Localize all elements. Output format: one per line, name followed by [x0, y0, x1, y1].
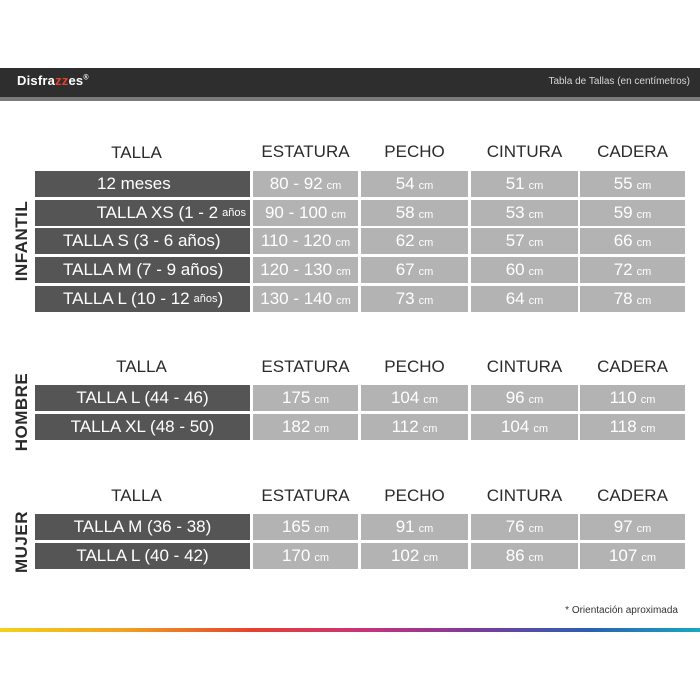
size-cell: TALLA S (3 - 6 años) — [35, 228, 250, 254]
table-row — [0, 200, 700, 226]
column-header-cintura: CINTURA — [486, 486, 563, 505]
cintura-cell: 53 cm — [471, 200, 578, 226]
size-cell: TALLA XL (48 - 50) — [35, 414, 250, 440]
cadera-cell: 55 cm — [580, 171, 685, 197]
footnote: * Orientación aproximada — [565, 605, 678, 616]
page-title: Tabla de Tallas (en centímetros) — [548, 76, 690, 87]
pecho-cell: 102 cm — [361, 543, 468, 569]
column-header-talla: TALLA — [111, 143, 162, 162]
cadera-cell: 97 cm — [580, 514, 685, 540]
estatura-cell: 80 - 92 cm — [253, 171, 358, 197]
logo-text-start: Disfra — [17, 73, 56, 88]
table-row — [0, 286, 700, 312]
cadera-cell: 118 cm — [580, 414, 685, 440]
size-cell: TALLA XS (1 - 2 años — [35, 200, 250, 226]
table-row — [0, 257, 700, 283]
column-header-cadera: CADERA — [597, 486, 668, 505]
column-header-estatura: ESTATURA — [261, 142, 350, 161]
estatura-cell: 182 cm — [253, 414, 358, 440]
cintura-cell: 51 cm — [471, 171, 578, 197]
pecho-cell: 73 cm — [361, 286, 468, 312]
column-header-talla: TALLA — [111, 486, 162, 505]
pecho-cell: 62 cm — [361, 228, 468, 254]
table-row — [0, 171, 700, 197]
pecho-cell: 104 cm — [361, 385, 468, 411]
cadera-cell: 59 cm — [580, 200, 685, 226]
column-header-pecho: PECHO — [384, 486, 445, 505]
cintura-cell: 64 cm — [471, 286, 578, 312]
logo-registered-mark: ® — [83, 74, 89, 82]
pecho-cell: 91 cm — [361, 514, 468, 540]
header-bar — [0, 68, 700, 97]
brand-logo — [17, 73, 89, 88]
rainbow-divider — [0, 628, 700, 632]
cintura-cell: 57 cm — [471, 228, 578, 254]
size-cell: TALLA L (10 - 12 años ) — [35, 286, 250, 312]
column-header-estatura: ESTATURA — [261, 486, 350, 505]
estatura-cell: 110 - 120 cm — [253, 228, 358, 254]
cintura-cell: 76 cm — [471, 514, 578, 540]
size-cell: 12 meses — [35, 171, 250, 197]
cadera-cell: 110 cm — [580, 385, 685, 411]
cintura-cell: 96 cm — [471, 385, 578, 411]
estatura-cell: 90 - 100 cm — [253, 200, 358, 226]
table-row — [0, 514, 700, 540]
table-row — [0, 414, 700, 440]
cadera-cell: 78 cm — [580, 286, 685, 312]
pecho-cell: 54 cm — [361, 171, 468, 197]
column-header-estatura: ESTATURA — [261, 357, 350, 376]
size-cell: TALLA L (44 - 46) — [35, 385, 250, 411]
column-header-cintura: CINTURA — [486, 357, 563, 376]
cadera-cell: 107 cm — [580, 543, 685, 569]
table-row — [0, 543, 700, 569]
estatura-cell: 130 - 140 cm — [253, 286, 358, 312]
column-header-cintura: CINTURA — [486, 142, 563, 161]
header-divider — [0, 97, 700, 101]
column-header-pecho: PECHO — [384, 142, 445, 161]
table-row — [0, 228, 700, 254]
pecho-cell: 112 cm — [361, 414, 468, 440]
column-header-cadera: CADERA — [597, 357, 668, 376]
estatura-cell: 165 cm — [253, 514, 358, 540]
estatura-cell: 170 cm — [253, 543, 358, 569]
pecho-cell: 67 cm — [361, 257, 468, 283]
table-row — [0, 385, 700, 411]
pecho-cell: 58 cm — [361, 200, 468, 226]
cadera-cell: 66 cm — [580, 228, 685, 254]
cintura-cell: 86 cm — [471, 543, 578, 569]
logo-text-end: es — [68, 73, 84, 88]
size-cell: TALLA M (36 - 38) — [35, 514, 250, 540]
column-header-pecho: PECHO — [384, 357, 445, 376]
estatura-cell: 175 cm — [253, 385, 358, 411]
cintura-cell: 104 cm — [471, 414, 578, 440]
cintura-cell: 60 cm — [471, 257, 578, 283]
size-cell: TALLA L (40 - 42) — [35, 543, 250, 569]
size-cell: TALLA M (7 - 9 años) — [35, 257, 250, 283]
cadera-cell: 72 cm — [580, 257, 685, 283]
column-header-talla: TALLA — [116, 357, 167, 376]
logo-text-accent: zz — [55, 73, 69, 88]
estatura-cell: 120 - 130 cm — [253, 257, 358, 283]
column-header-cadera: CADERA — [597, 142, 668, 161]
